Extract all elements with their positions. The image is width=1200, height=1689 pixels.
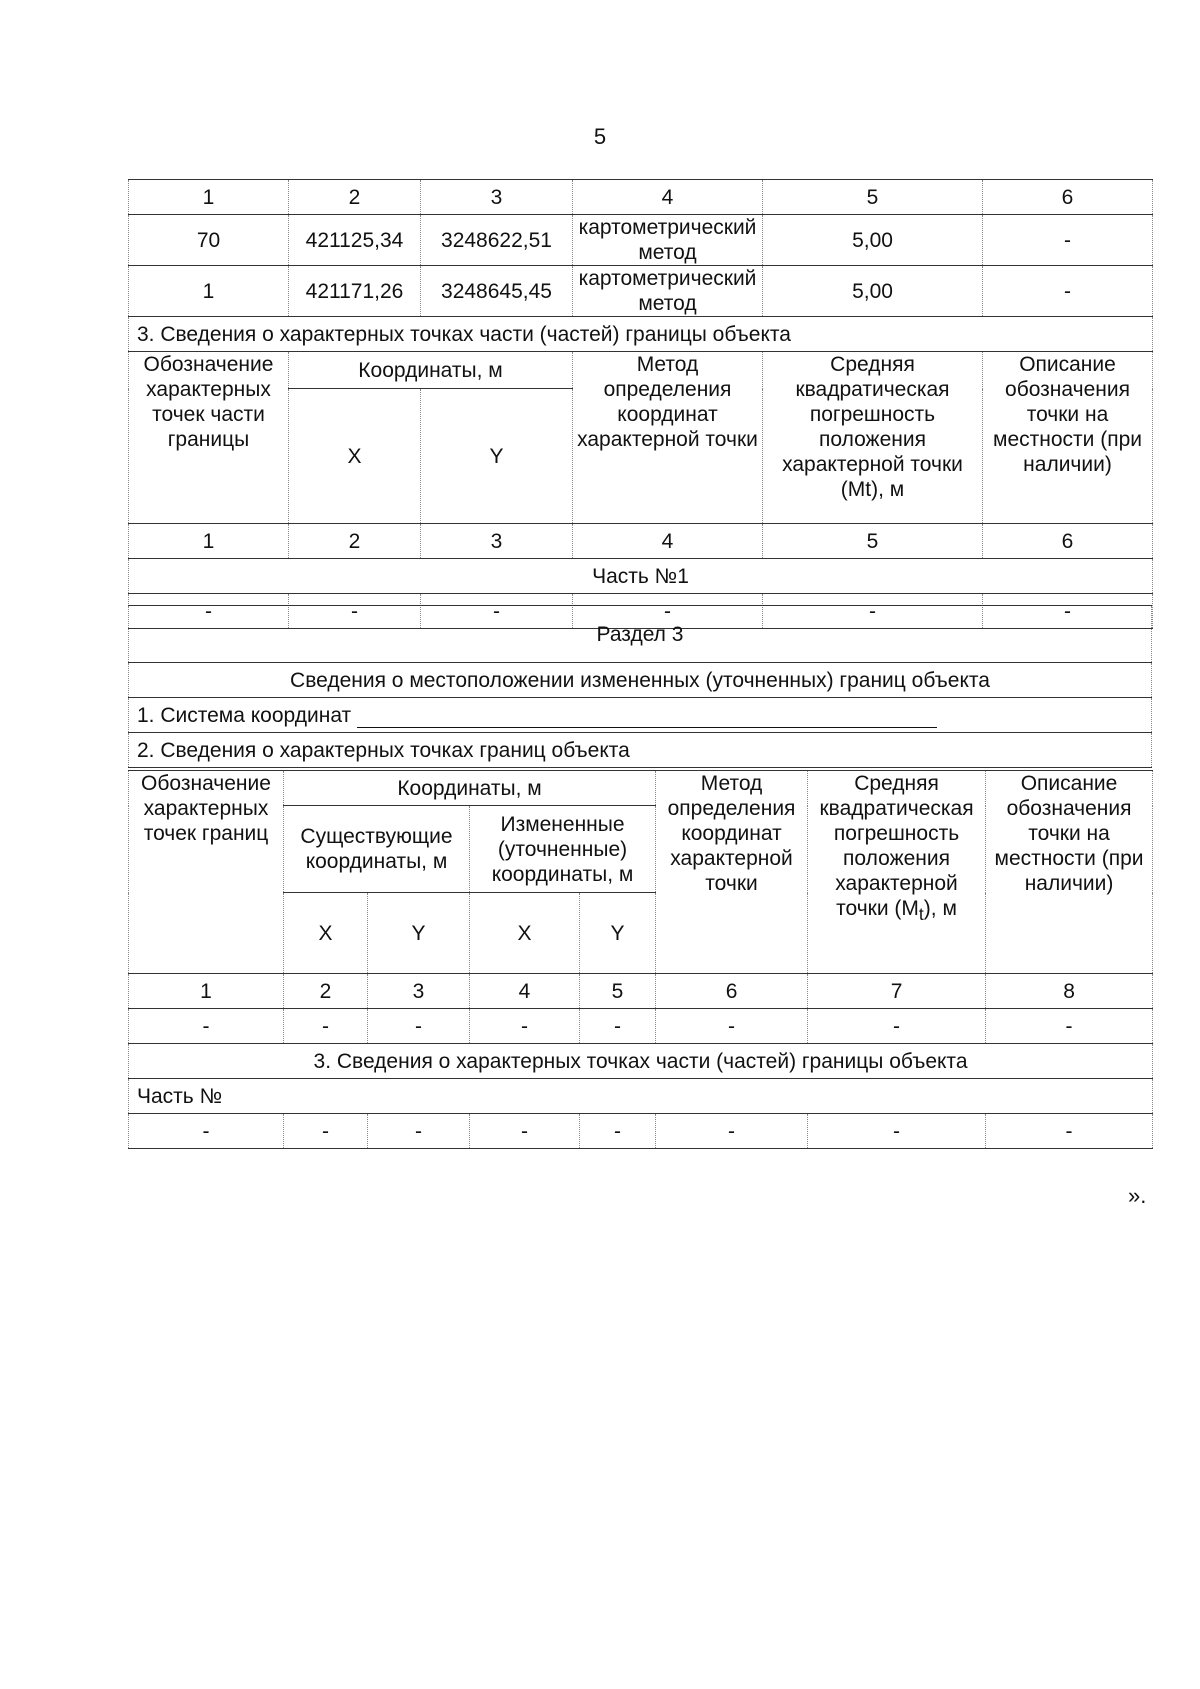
cell: - xyxy=(986,1009,1153,1044)
part-label: Часть № xyxy=(129,1079,1153,1114)
header-description: Описание обозначения точки на местности (при наличии) xyxy=(983,352,1153,524)
cell: - xyxy=(763,594,983,629)
coordinate-system-line xyxy=(129,698,1152,733)
col-num: 4 xyxy=(573,180,763,215)
header-x: X xyxy=(289,389,421,524)
cell: - xyxy=(580,1009,656,1044)
table-row xyxy=(129,1009,1153,1044)
cell: - xyxy=(368,1009,470,1044)
header-method: Метод определения координат характерной точки xyxy=(573,352,763,524)
cell: - xyxy=(129,1114,284,1149)
error-value: 5,00 xyxy=(763,215,983,266)
header-designation: Обозначение характерных точек границ xyxy=(129,771,284,974)
col-num: 2 xyxy=(289,180,421,215)
header-x-changed: X xyxy=(470,893,580,974)
header-error: Средняя квадратическая погрешность положения характерной точки (Mt), м xyxy=(763,352,983,524)
header-changed-coords: Измененные (уточненные) координаты, м xyxy=(470,806,656,893)
description: - xyxy=(983,266,1153,317)
cell: - xyxy=(808,1009,986,1044)
cell: - xyxy=(421,594,573,629)
header-description: Описание обозначения точки на местности (при наличии) xyxy=(986,771,1153,974)
coord-x: 421125,34 xyxy=(289,215,421,266)
cell: - xyxy=(470,1009,580,1044)
col-num: 1 xyxy=(129,974,284,1009)
cell: - xyxy=(983,594,1153,629)
cell: - xyxy=(656,1009,808,1044)
col-num: 4 xyxy=(573,524,763,559)
table-row xyxy=(129,266,1153,317)
coordinate-system-label: 1. Система координат xyxy=(137,703,352,727)
col-num: 1 xyxy=(129,180,289,215)
method: картометрический метод xyxy=(573,215,763,266)
header-error-unit: ), м xyxy=(923,897,957,920)
col-num: 5 xyxy=(763,180,983,215)
header-y-existing: Y xyxy=(368,893,470,974)
section-title-parts: 3. Сведения о характерных точках части (частей) границы объекта xyxy=(129,1044,1153,1079)
header-method-text: Метод определения координат характерной точки xyxy=(667,772,796,895)
table-changed-boundaries xyxy=(128,770,1153,1149)
points-section-title: 2. Сведения о характерных точках границ объекта xyxy=(129,733,1152,768)
cell: - xyxy=(368,1114,470,1149)
header-error-text: Средняя квадратическая погрешность положения характерной точки (M xyxy=(819,772,974,920)
section-heading: Раздел 3 xyxy=(129,606,1152,663)
col-num: 3 xyxy=(421,180,573,215)
error-value: 5,00 xyxy=(763,266,983,317)
col-num: 5 xyxy=(763,524,983,559)
cell: - xyxy=(808,1114,986,1149)
column-number-row xyxy=(129,974,1153,1009)
col-num: 6 xyxy=(983,524,1153,559)
header-coordinates: Координаты, м xyxy=(289,352,573,389)
cell: - xyxy=(573,594,763,629)
closing-quote: ». xyxy=(1128,1183,1147,1208)
point-id: 70 xyxy=(129,215,289,266)
cell: - xyxy=(129,594,289,629)
section-title-parts: 3. Сведения о характерных точках части (частей) границы объекта xyxy=(129,317,1153,352)
method: картометрический метод xyxy=(573,266,763,317)
col-num: 1 xyxy=(129,524,289,559)
cell: - xyxy=(656,1114,808,1149)
col-num: 4 xyxy=(470,974,580,1009)
col-num: 6 xyxy=(983,180,1153,215)
cell: - xyxy=(289,594,421,629)
point-id: 1 xyxy=(129,266,289,317)
header-error xyxy=(808,771,986,974)
column-number-row xyxy=(129,524,1153,559)
coord-y: 3248645,45 xyxy=(421,266,573,317)
header-existing-coords: Существующие координаты, м xyxy=(284,806,470,893)
part-label: Часть №1 xyxy=(129,559,1153,594)
header-error-subscript: t xyxy=(918,904,924,925)
cell: - xyxy=(470,1114,580,1149)
col-num: 7 xyxy=(808,974,986,1009)
header-method xyxy=(656,771,808,974)
coord-x: 421171,26 xyxy=(289,266,421,317)
col-num: 2 xyxy=(284,974,368,1009)
cell: - xyxy=(986,1114,1153,1149)
col-num: 8 xyxy=(986,974,1153,1009)
col-num: 5 xyxy=(580,974,656,1009)
header-y: Y xyxy=(421,389,573,524)
description: - xyxy=(983,215,1153,266)
col-num: 3 xyxy=(368,974,470,1009)
header-designation: Обозначение характерных точек части границы xyxy=(129,352,289,524)
table-row xyxy=(129,215,1153,266)
header-coordinates: Координаты, м xyxy=(284,771,656,806)
header-y-changed: Y xyxy=(580,893,656,974)
coord-y: 3248622,51 xyxy=(421,215,573,266)
table-section2-continuation xyxy=(128,179,1153,629)
section-subheading: Сведения о местоположении измененных (уточненных) границ объекта xyxy=(129,663,1152,698)
header-x-existing: X xyxy=(284,893,368,974)
cell: - xyxy=(129,1009,284,1044)
col-num: 6 xyxy=(656,974,808,1009)
column-number-row xyxy=(129,180,1153,215)
section3-heading-block xyxy=(128,605,1152,768)
table-row xyxy=(129,1114,1153,1149)
cell: - xyxy=(284,1009,368,1044)
cell: - xyxy=(284,1114,368,1149)
col-num: 3 xyxy=(421,524,573,559)
cell: - xyxy=(580,1114,656,1149)
col-num: 2 xyxy=(289,524,421,559)
page-number: 5 xyxy=(593,124,607,149)
coordinate-system-blank xyxy=(357,707,937,728)
